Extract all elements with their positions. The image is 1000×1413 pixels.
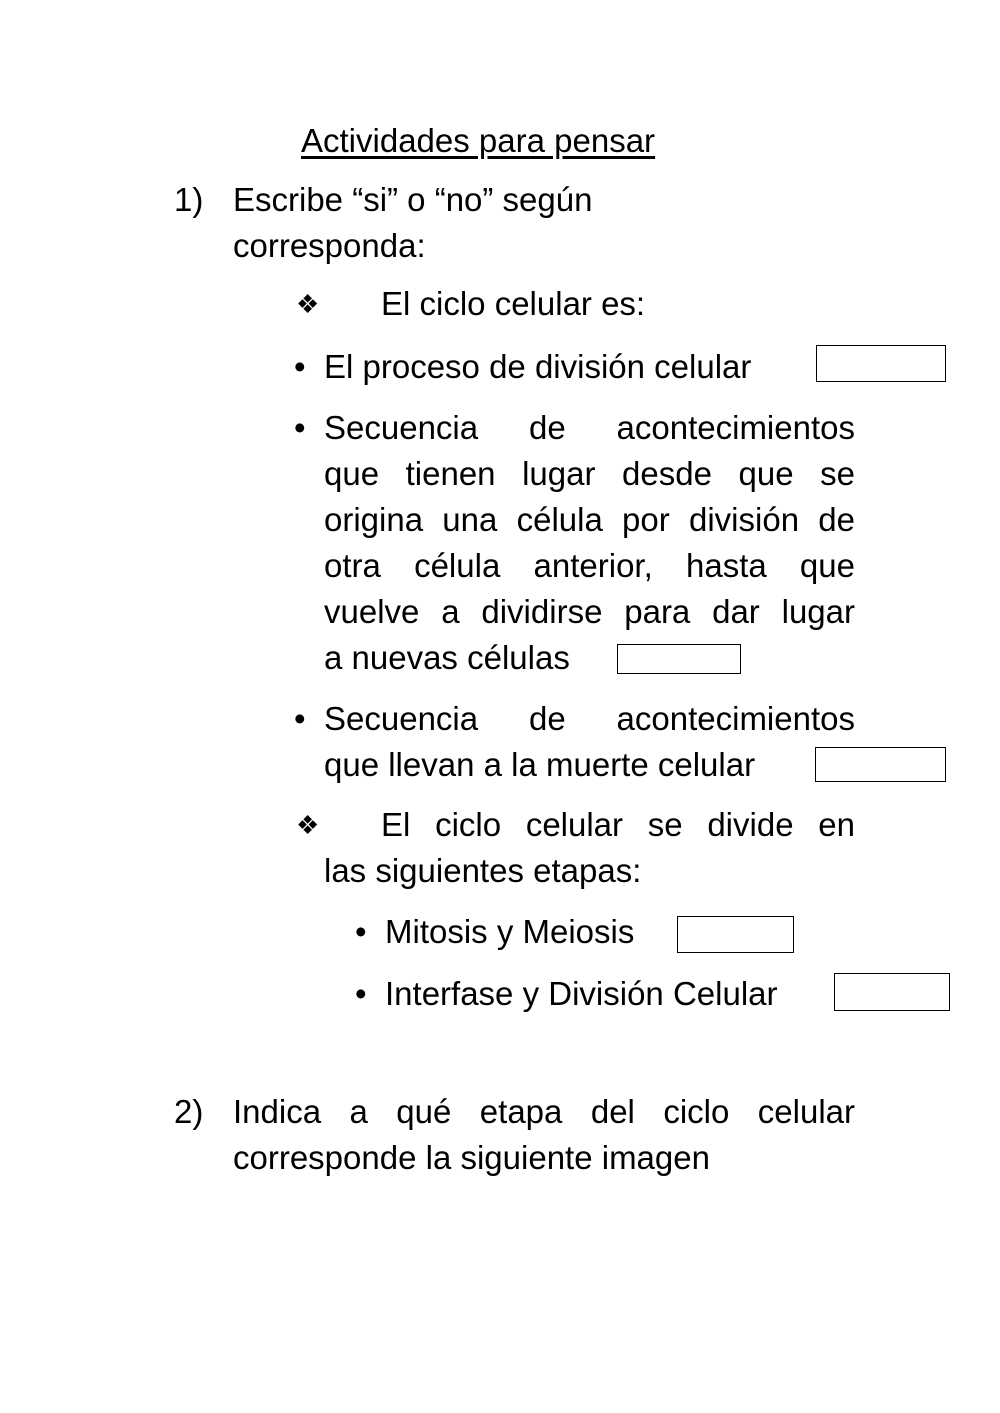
question-1-number: 1) <box>174 181 204 218</box>
stage-option-1: Mitosis y Meiosis <box>385 913 635 950</box>
bullet-icon: • <box>294 409 306 446</box>
question-2-prompt-cont: corresponde la siguiente imagen <box>233 1139 710 1176</box>
answer-box-1[interactable] <box>816 345 946 382</box>
page-title: Actividades para pensar <box>301 122 656 159</box>
item-3-line: que llevan a la muerte celular <box>324 746 756 783</box>
section-2-heading: El ciclo celular se divide en <box>381 806 855 843</box>
question-2-prompt: Indica a qué etapa del ciclo celular <box>233 1093 855 1130</box>
diamond-bullet-icon: ❖ <box>296 289 320 319</box>
answer-box-4[interactable] <box>677 916 794 953</box>
item-2-line: origina una célula por división de <box>324 501 855 538</box>
bullet-icon: • <box>355 975 367 1012</box>
stage-option-2: Interfase y División Celular <box>385 975 778 1012</box>
answer-box-5[interactable] <box>834 973 950 1011</box>
bullet-icon: • <box>355 913 367 950</box>
item-3-line: Secuencia de acontecimientos <box>324 700 855 737</box>
question-1-prompt-cont: corresponda: <box>233 227 426 264</box>
item-2-line: que tienen lugar desde que se <box>324 455 855 492</box>
answer-box-2[interactable] <box>617 644 741 674</box>
item-2-line: vuelve a dividirse para dar lugar <box>324 593 855 630</box>
item-2-line: Secuencia de acontecimientos <box>324 409 855 446</box>
section-1-heading: El ciclo celular es: <box>381 285 646 322</box>
question-1-prompt: Escribe “si” o “no” según <box>233 181 593 218</box>
item-2-line: a nuevas células <box>324 639 570 676</box>
bullet-icon: • <box>294 700 306 737</box>
item-2-line: otra célula anterior, hasta que <box>324 547 855 584</box>
bullet-icon: • <box>294 348 306 385</box>
question-2-number: 2) <box>174 1093 204 1130</box>
diamond-bullet-icon: ❖ <box>296 810 320 840</box>
answer-box-3[interactable] <box>815 747 946 782</box>
section-2-heading-cont: las siguientes etapas: <box>324 852 642 889</box>
item-1-text: El proceso de división celular <box>324 348 752 385</box>
